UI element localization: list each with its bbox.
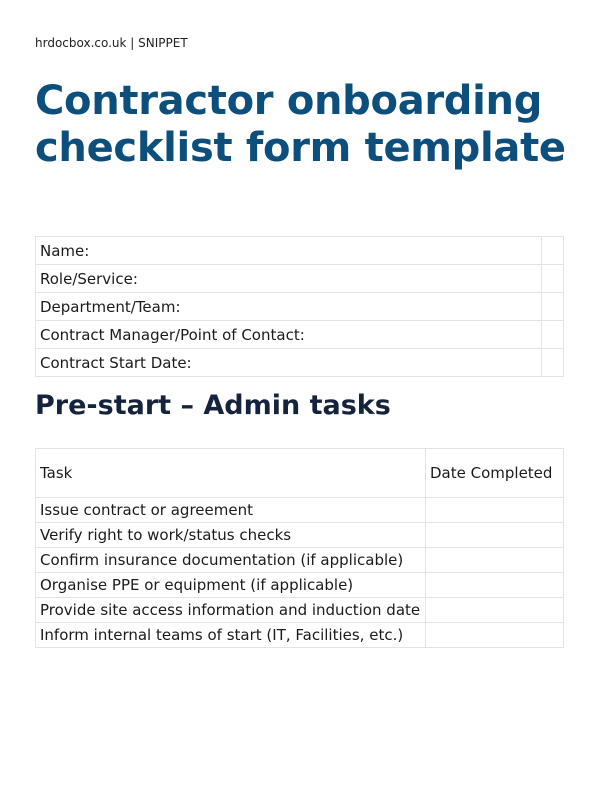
details-row [36, 321, 564, 349]
table-row [36, 523, 564, 548]
details-label: Department/Team: [36, 293, 542, 321]
details-value-field[interactable] [542, 265, 564, 293]
table-row [36, 573, 564, 598]
details-label: Name: [36, 237, 542, 265]
source-label: hrdocbox.co.uk | SNIPPET [35, 36, 188, 50]
page-title: Contractor onboarding checklist form template [35, 78, 566, 171]
details-label: Contract Manager/Point of Contact: [36, 321, 542, 349]
table-row [36, 498, 564, 523]
table-row [36, 548, 564, 573]
details-row [36, 237, 564, 265]
date-completed-field[interactable] [426, 548, 564, 573]
task-cell: Issue contract or agreement [36, 498, 426, 523]
tasks-table [35, 448, 564, 648]
details-value-field[interactable] [542, 321, 564, 349]
task-cell: Provide site access information and induction date [36, 598, 426, 623]
date-completed-field[interactable] [426, 598, 564, 623]
column-header-date-completed: Date Completed [426, 449, 564, 498]
details-row [36, 293, 564, 321]
section-heading: Pre-start – Admin tasks [35, 390, 391, 421]
date-completed-field[interactable] [426, 498, 564, 523]
table-row [36, 623, 564, 648]
task-cell: Organise PPE or equipment (if applicable) [36, 573, 426, 598]
column-header-task: Task [36, 449, 426, 498]
table-row [36, 598, 564, 623]
details-value-field[interactable] [542, 293, 564, 321]
task-cell: Inform internal teams of start (IT, Facilities, etc.) [36, 623, 426, 648]
task-cell: Verify right to work/status checks [36, 523, 426, 548]
details-row [36, 265, 564, 293]
date-completed-field[interactable] [426, 623, 564, 648]
details-label: Contract Start Date: [36, 349, 542, 377]
date-completed-field[interactable] [426, 523, 564, 548]
details-label: Role/Service: [36, 265, 542, 293]
task-cell: Confirm insurance documentation (if applicable) [36, 548, 426, 573]
details-value-field[interactable] [542, 237, 564, 265]
details-row [36, 349, 564, 377]
details-value-field[interactable] [542, 349, 564, 377]
table-header-row [36, 449, 564, 498]
details-table [35, 236, 564, 377]
date-completed-field[interactable] [426, 573, 564, 598]
